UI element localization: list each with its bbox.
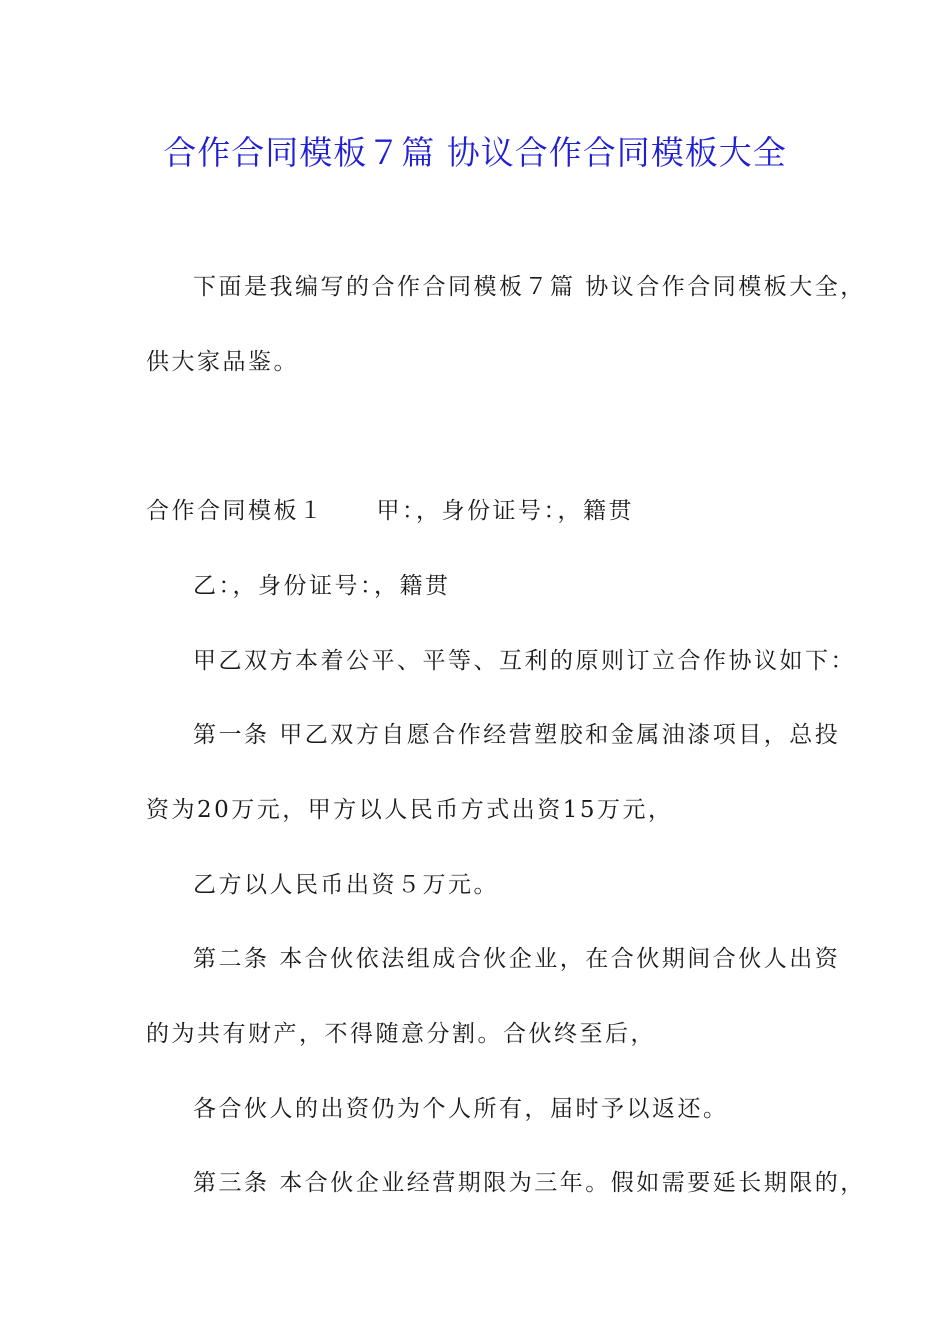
paragraph-line: 下面是我编写的合作合同模板７篇 协议合作合同模板大全， <box>193 274 866 300</box>
party-b-line: 乙：，身份证号：，籍贯 <box>193 573 451 599</box>
article-line: 第一条 甲乙双方自愿合作经营塑胶和金属油漆项目，总投 <box>193 722 841 748</box>
paragraph-line: 的为共有财产，不得随意分割。合伙终至后， <box>146 1021 656 1047</box>
section-heading-line <box>146 494 634 528</box>
party-a-line: 甲：，身份证号：，籍贯 <box>376 498 634 524</box>
paragraph-line: 供大家品鉴。 <box>146 349 299 375</box>
article-line: 第二条 本合伙依法组成合伙企业，在合伙期间合伙人出资 <box>193 946 841 972</box>
paragraph-line: 乙方以人民币出资５万元。 <box>193 872 499 898</box>
paragraph-line: 资为20万元，甲方以人民币方式出资15万元， <box>146 797 674 823</box>
document-title: 合作合同模板７篇 协议合作合同模板大全 <box>163 133 787 172</box>
article-line: 第三条 本合伙企业经营期限为三年。假如需要延长期限的， <box>193 1170 866 1196</box>
section-heading: 合作合同模板１ <box>146 498 325 524</box>
paragraph-line: 各合伙人的出资仍为个人所有，届时予以返还。 <box>193 1096 729 1122</box>
paragraph-line: 甲乙双方本着公平、平等、互利的原则订立合作协议如下： <box>193 648 856 674</box>
